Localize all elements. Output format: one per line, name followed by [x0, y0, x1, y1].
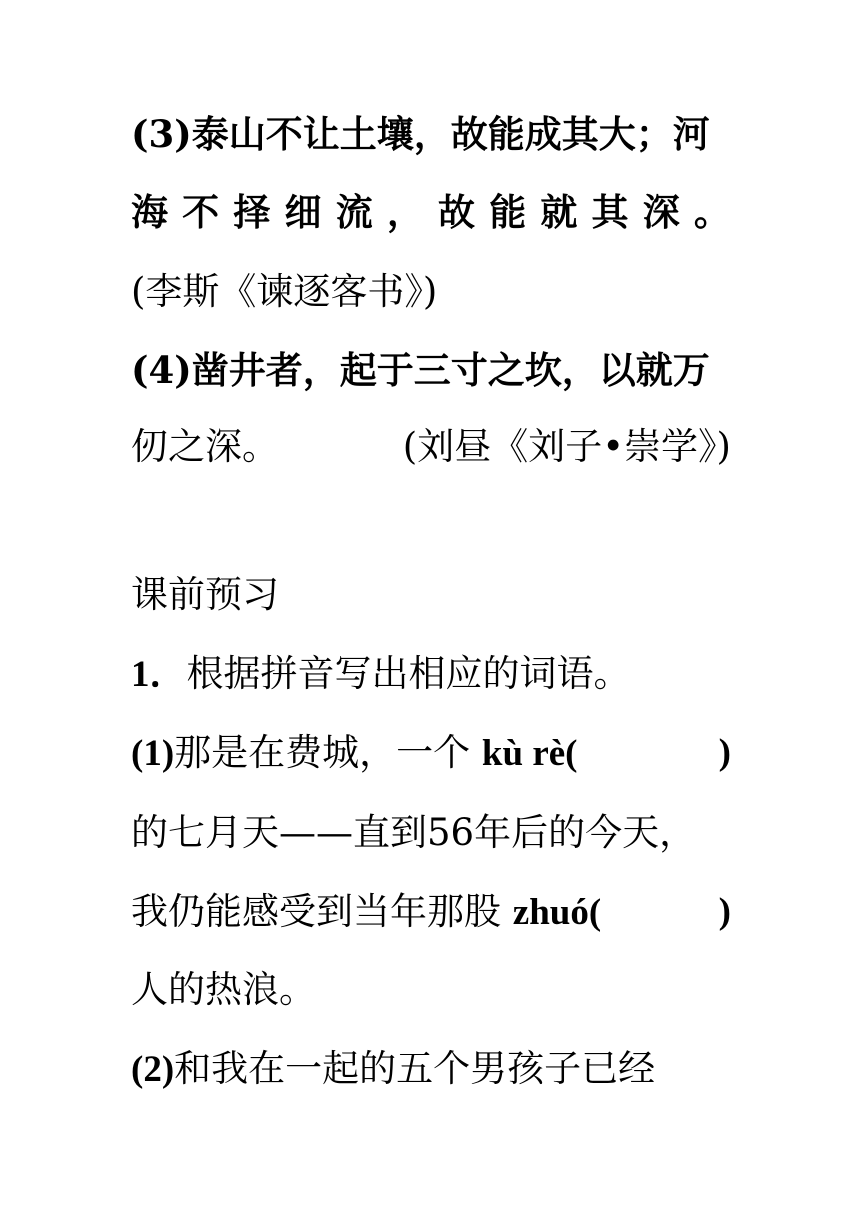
question1-heading: [131, 652, 731, 697]
quote3-line2-char: 不: [182, 190, 220, 234]
item1-line2: 的七月天——直到56年后的今天，: [131, 811, 697, 854]
quote4-line2-text: 仞之深。: [131, 425, 279, 468]
quote3-line2-char: 能: [489, 190, 527, 234]
item1-line3: [131, 890, 731, 935]
item2-text: 和我在一起的五个男孩子已经: [174, 1047, 656, 1090]
quote3-line2-char: 海: [131, 190, 168, 234]
item1-line1-left: [131, 731, 578, 776]
quote3-line2: [131, 190, 731, 234]
item1-line3-text: 我仍能感受到当年那股: [131, 890, 501, 933]
quote3-line1: (3)泰山不让土壤，故能成其大；河: [131, 112, 710, 156]
item1-paren-close-a: ): [718, 732, 731, 773]
item1-label: (1): [131, 733, 175, 774]
quote3-line2-char: 。: [693, 190, 731, 234]
question1-number: 1．: [131, 654, 187, 695]
section-title: 课前预习: [131, 573, 279, 616]
item1-pinyin-b: zhuó(: [512, 892, 602, 933]
quote3-line2-char: ，: [386, 190, 424, 234]
quote3-line2-char: 就: [540, 190, 578, 234]
quote3-line2-char: 深: [642, 190, 680, 234]
question1-prompt: 根据拼音写出相应的词语。: [186, 652, 631, 695]
item2-line1: [131, 1047, 731, 1092]
item1-line3-left: [131, 890, 601, 935]
item1-line1: [131, 731, 731, 776]
item1-line4: 人的热浪。: [131, 968, 316, 1011]
quote4-source: (刘昼《刘子•崇学》): [402, 425, 731, 468]
quote4-line1: (4)凿井者，起于三寸之坎，以就万: [131, 348, 710, 392]
quote3-line2-char: 细: [284, 190, 322, 234]
quote3-line2-char: 故: [438, 190, 476, 234]
quote3-line2-char: 流: [335, 190, 373, 234]
item1-text-a: 那是在费城，一个: [174, 731, 471, 774]
quote3-line2-char: 其: [591, 190, 629, 234]
item1-paren-close-b: ): [718, 891, 731, 932]
quote3-line2-char: 择: [233, 190, 271, 234]
quote3-source: (李斯《谏逐客书》): [131, 270, 438, 313]
item2-label: (2): [131, 1049, 175, 1090]
quote4-line2: [131, 425, 731, 469]
item1-pinyin-a: kù rè(: [481, 733, 578, 774]
